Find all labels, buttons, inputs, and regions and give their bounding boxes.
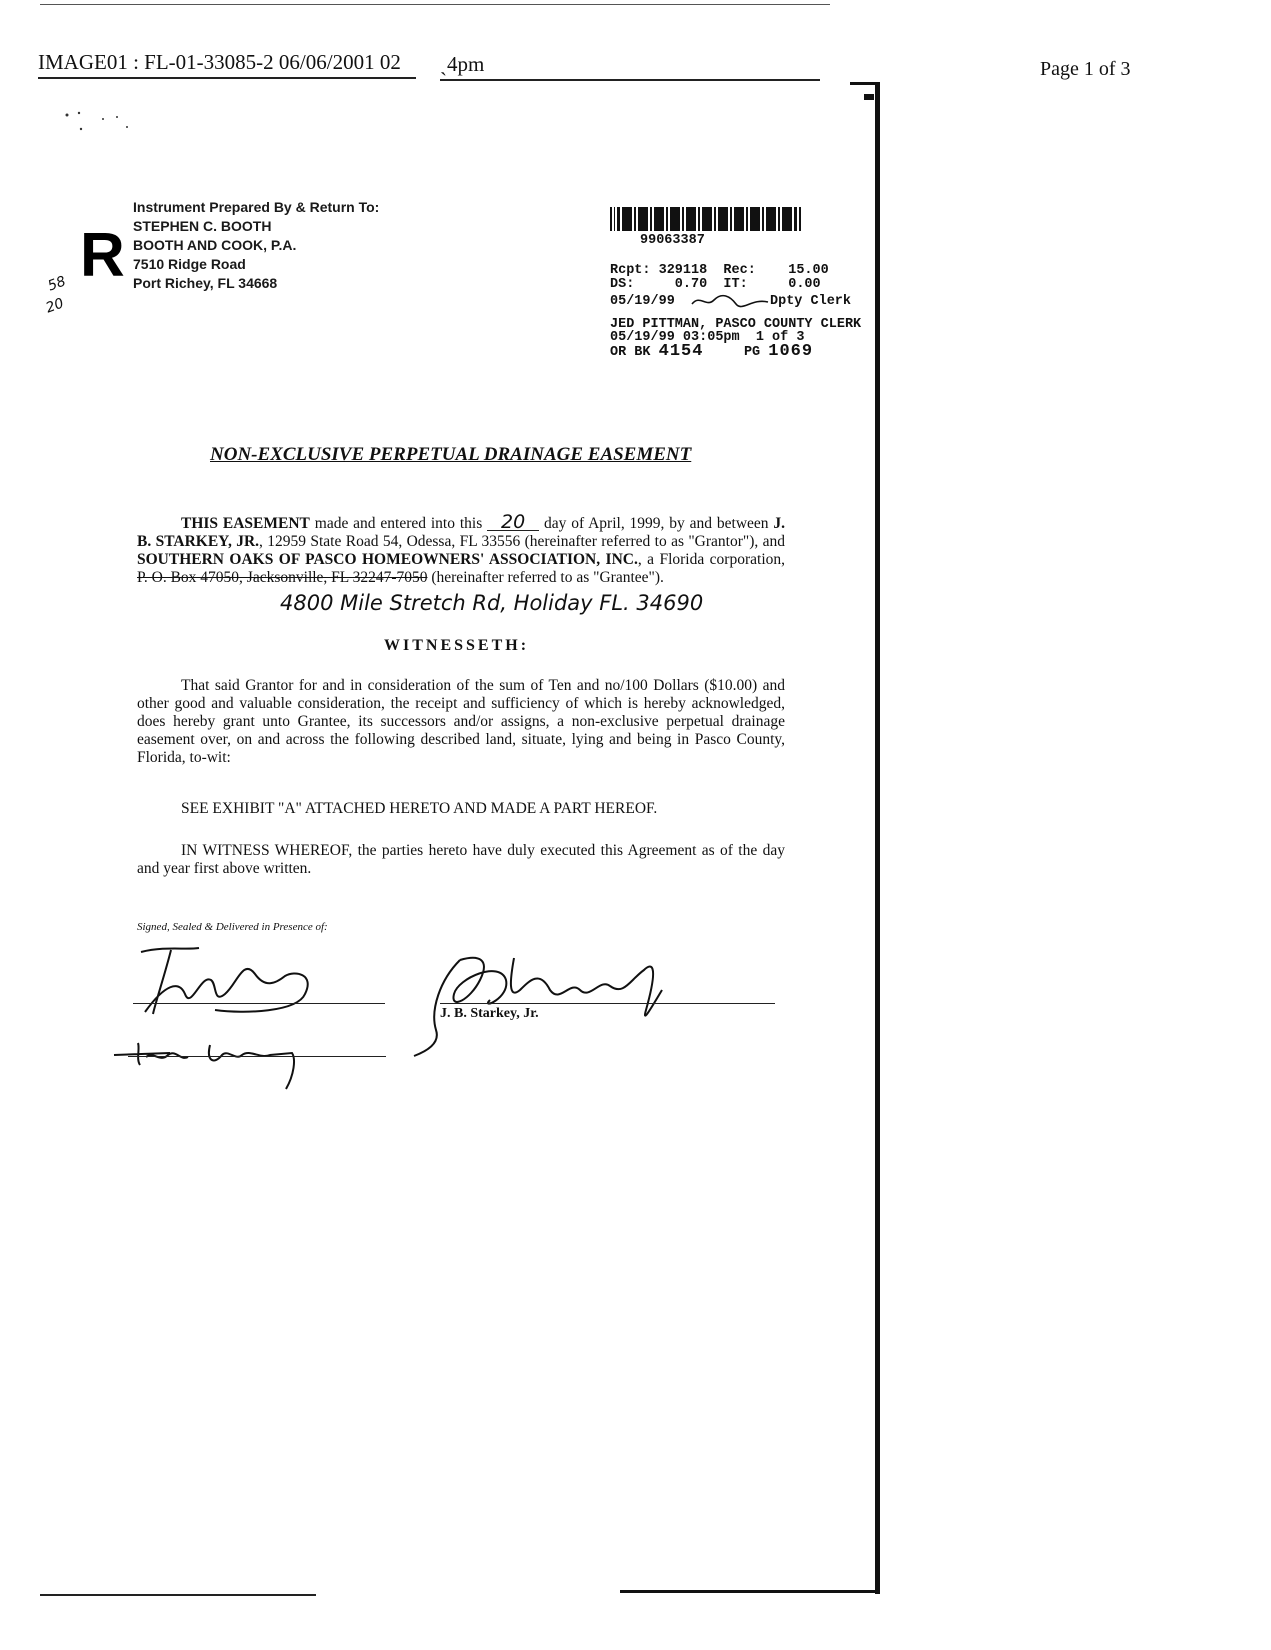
page-label: Page 1 of 3 — [1040, 58, 1131, 80]
preparer-street: 7510 Ridge Road — [133, 256, 246, 272]
book-prefix: OR BK — [610, 345, 651, 360]
barcode-number: 99063387 — [640, 233, 705, 248]
preparer-firm: BOOTH AND COOK, P.A. — [133, 237, 297, 253]
grantee-name: SOUTHERN OAKS OF PASCO HOMEOWNERS' ASSOCIATION, INC. — [137, 551, 638, 568]
time-fragment: ˏ4pm — [440, 52, 485, 76]
margin-note-2: 20 — [43, 295, 67, 317]
intro-text-1: made and entered into this — [309, 515, 488, 532]
page-right-edge — [875, 82, 880, 1594]
stamp-receipt-line: Rcpt: 329118 Rec: 15.00 — [610, 263, 829, 278]
page-bottom-left-edge — [40, 1594, 316, 1596]
page-bottom-right-edge — [620, 1590, 880, 1593]
scan-specks — [55, 105, 145, 145]
stamp-book-line — [610, 342, 814, 361]
margin-note-1: 58 — [45, 273, 69, 295]
page-number: 1069 — [768, 342, 814, 361]
handwritten-day: 20 — [487, 514, 539, 531]
prepared-by-block — [133, 198, 379, 293]
struck-address: P. O. Box 47050, Jacksonville, FL 32247-7050 — [137, 569, 428, 586]
easement-lead: THIS EASEMENT — [181, 515, 310, 532]
page-prefix: PG — [743, 345, 761, 360]
clerk-initials-signature — [690, 292, 770, 310]
witness-line-1 — [133, 1003, 385, 1004]
preparer-city: Port Richey, FL 34668 — [133, 275, 278, 291]
stamp-clerk-name: JED PITTMAN, PASCO COUNTY CLERK — [610, 317, 862, 332]
barcode-icon — [610, 207, 810, 233]
witness-line-2 — [128, 1056, 386, 1057]
header-underline — [38, 77, 416, 79]
witness-signature-2 — [110, 1035, 310, 1095]
witness-label: Signed, Sealed & Delivered in Presence of: — [137, 921, 328, 933]
grantor-signature-line — [440, 1003, 775, 1004]
intro-text-3: , 12959 State Road 54, Odessa, FL 33556 (hereinafter referred to as "Grantor"), and — [259, 533, 785, 550]
document-title: NON-EXCLUSIVE PERPETUAL DRAINAGE EASEMENT — [210, 444, 692, 465]
witnesseth-heading: WITNESSETH: — [384, 637, 530, 654]
handwritten-address: 4800 Mile Stretch Rd, Holiday FL. 34690 — [280, 591, 704, 615]
image-id-header: IMAGE01 : FL-01-33085-2 06/06/2001 02 — [38, 50, 401, 74]
consideration-paragraph: That said Grantor for and in consideration of the sum of Ten and no/100 Dollars ($10.00) and other good and valuable consideration, the receipt and sufficiency of which is hereby acknowledged, does hereby grant unto Grantee, its successors and/or assigns, a non-exclusive perpetual drainage easement over, on and across the following described land, situate, lying and being in Pasco County, Florida, to-wit: — [137, 677, 785, 766]
header-underline-right — [440, 79, 820, 81]
witness-signature-1 — [125, 944, 325, 1029]
stamp-clerk-role: Dpty Clerk — [770, 294, 852, 309]
grantor-signatory-name: J. B. Starkey, Jr. — [440, 1006, 539, 1021]
page-top-right-corner — [850, 82, 880, 85]
exhibit-reference: SEE EXHIBIT "A" ATTACHED HERETO AND MADE A PART HEREOF. — [181, 800, 658, 817]
book-number: 4154 — [658, 342, 704, 361]
scan-mark — [864, 94, 874, 100]
intro-paragraph — [137, 511, 785, 587]
in-witness-paragraph: IN WITNESS WHEREOF, the parties hereto have duly executed this Agreement as of the day and year first above written. — [137, 842, 785, 877]
intro-text-5: (hereinafter referred to as "Grantee"). — [427, 569, 664, 586]
intro-text-4: , a Florida corporation, — [637, 551, 785, 568]
stamp-datetime: 05/19/99 03:05pm 1 of 3 — [610, 330, 805, 345]
prepared-by-heading: Instrument Prepared By & Return To: — [133, 199, 380, 215]
grantor-name: J. B. STARKEY, JR. — [137, 515, 785, 550]
preparer-name: STEPHEN C. BOOTH — [133, 218, 272, 234]
stamp-date: 05/19/99 — [610, 294, 675, 309]
stamp-ds-line: DS: 0.70 IT: 0.00 — [610, 277, 821, 292]
record-r-mark: R — [80, 221, 125, 290]
intro-text-2: day of April, 1999, by and between — [539, 515, 774, 532]
scan-top-edge — [40, 4, 830, 5]
